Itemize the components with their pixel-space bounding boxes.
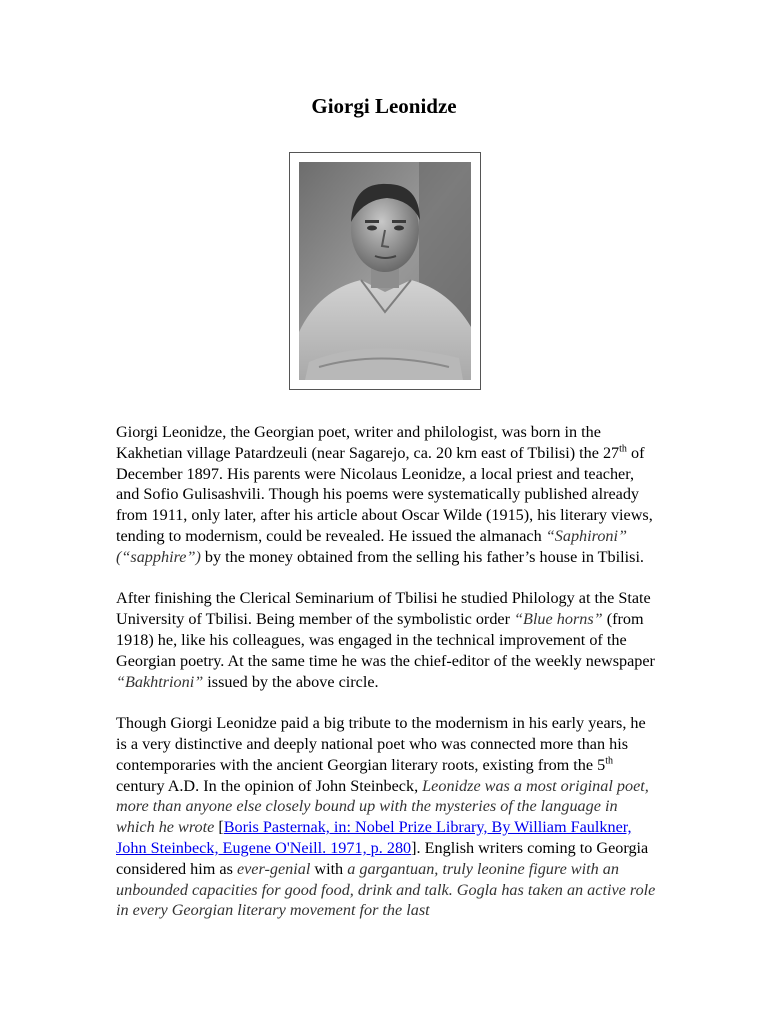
paragraph-3	[116, 713, 656, 921]
portrait-photo	[299, 162, 471, 380]
p3-text-a: Though Giorgi Leonidze paid a big tribute to the modernism in his early years, he is a very distinctive and deeply national poet who was connected more than his contemporaries with the ancient Georgian literary roots, existing from the 5	[116, 714, 646, 774]
p1-superscript: th	[619, 443, 627, 455]
citation-link[interactable]: Boris Pasternak, in: Nobel Prize Library, By William Faulkner, John Steinbeck, Eugene O'Neill. 1971, p. 280	[116, 818, 632, 857]
paragraph-2	[116, 588, 656, 692]
p3-text-d: with	[310, 859, 348, 878]
p3-ever-genial: ever-genial	[236, 859, 311, 878]
p3-text-b: century A.D. In the opinion of John Steinbeck,	[116, 776, 423, 795]
p1-text-b: of December 1897. His parents were Nicolaus Leonidze, a local priest and teacher, and Sofio Gulisashvili. Though his poems were systematically published already from 1911, only later, after his article about Oscar Wilde (1915), his literary views, tending to modernism, could be revealed. He issued the almanach	[116, 443, 653, 545]
p1-almanach-title: “Saphironi” (“sapphire”)	[116, 526, 628, 566]
p2-text-b: (from 1918) he, like his colleagues, was engaged in the technical improvement of the Georgian poetry. At the same time he was the chief-editor of the weekly newspaper	[116, 610, 655, 670]
p1-text-a: Giorgi Leonidze, the Georgian poet, writer and philologist, was born in the Kakhetian village Patardzeuli (near Sagarejo, ca. 20 km east of Tbilisi) the 27	[116, 423, 620, 462]
p3-bracket-close: ]	[411, 838, 417, 857]
photo-frame	[289, 152, 481, 390]
p2-newspaper-name: “Bakhtrioni”	[116, 672, 204, 691]
p2-text-c: issued by the above circle.	[203, 672, 379, 691]
p3-steinbeck-quote: Leonidze was a most original poet, more than anyone else closely bound up with the mysteries of the language in which he wrote	[116, 776, 649, 837]
p2-order-name: “Blue horns”	[514, 610, 603, 629]
page-title: Giorgi Leonidze	[311, 94, 457, 118]
p1-text-c: by the money obtained from the selling his father’s house in Tbilisi.	[200, 547, 644, 566]
p3-text-c: . English writers coming to Georgia considered him as	[116, 838, 649, 878]
p3-superscript: th	[605, 755, 614, 767]
p3-gargantuan-quote: a gargantuan, truly leonine figure with an unbounded capacities for good food, drink and talk. Gogla has taken an active role in every Georgian literary movement for the last	[116, 859, 656, 920]
p3-bracket-open: [	[214, 818, 224, 837]
p2-text-a: After finishing the Clerical Seminarium of Tbilisi he studied Philology at the State University of Tbilisi. Being member of the symbolistic order	[116, 589, 651, 629]
paragraph-1	[116, 422, 656, 568]
biography-text	[116, 422, 656, 942]
